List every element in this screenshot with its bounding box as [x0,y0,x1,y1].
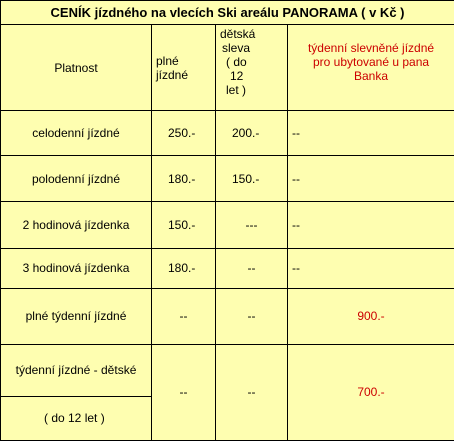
table-row [1,344,454,396]
header-child-line1: dětská [220,27,256,42]
table-row [1,288,454,344]
row-label-continued: ( do 12 let ) [1,396,152,440]
header-weekly-line2: pro ubytované u pana [312,55,430,70]
row-label: týdenní jízdné - dětské [1,344,152,396]
row-full-price: -- [152,288,216,344]
row-child-price: 150.- [216,156,288,202]
row-label: polodenní jízdné [1,156,152,202]
table-row [1,111,454,156]
row-label: 3 hodinová jízdenka [1,248,152,288]
row-label: 2 hodinová jízdenka [1,202,152,248]
header-platnost: Platnost [1,25,152,111]
row-weekly-price: -- [288,156,454,202]
row-full-price: 180.- [152,156,216,202]
header-child-line3: ( do [226,55,247,70]
row-full-price: 180.- [152,248,216,288]
header-full-fare-line1: plné [156,53,179,68]
row-child-price: --- [216,202,288,248]
row-weekly-price: -- [288,202,454,248]
row-full-price: 250.- [152,111,216,156]
table-row [1,156,454,202]
row-weekly-price: 700.- [288,344,454,440]
row-child-price: -- [216,248,288,288]
row-child-price: 200.- [216,111,288,156]
header-child-line4: 12 [230,69,244,84]
header-full-fare-line2: jízdné [156,67,189,82]
table-row [1,248,454,288]
row-child-price: -- [216,288,288,344]
header-full-fare [152,25,216,111]
row-child-price: -- [216,344,288,440]
header-weekly-discount [288,25,454,111]
header-child-line5: let ) [226,83,247,98]
row-weekly-price: -- [288,248,454,288]
row-label: celodenní jízdné [1,111,152,156]
table-row [1,202,454,248]
row-weekly-price: 900.- [288,288,454,344]
row-full-price: -- [152,344,216,440]
row-label: plné týdenní jízdné [1,288,152,344]
row-weekly-price: -- [288,111,454,156]
table-title: CENÍK jízdného na vlecích Ski areálu PANORAMA ( v Kč ) [1,1,454,25]
header-child-discount [216,25,288,111]
header-weekly-line1: týdenní slevněné jízdné [307,41,435,56]
header-weekly-line3: Banka [354,69,389,84]
header-child-line2: sleva [222,41,251,56]
row-full-price: 150.- [152,202,216,248]
